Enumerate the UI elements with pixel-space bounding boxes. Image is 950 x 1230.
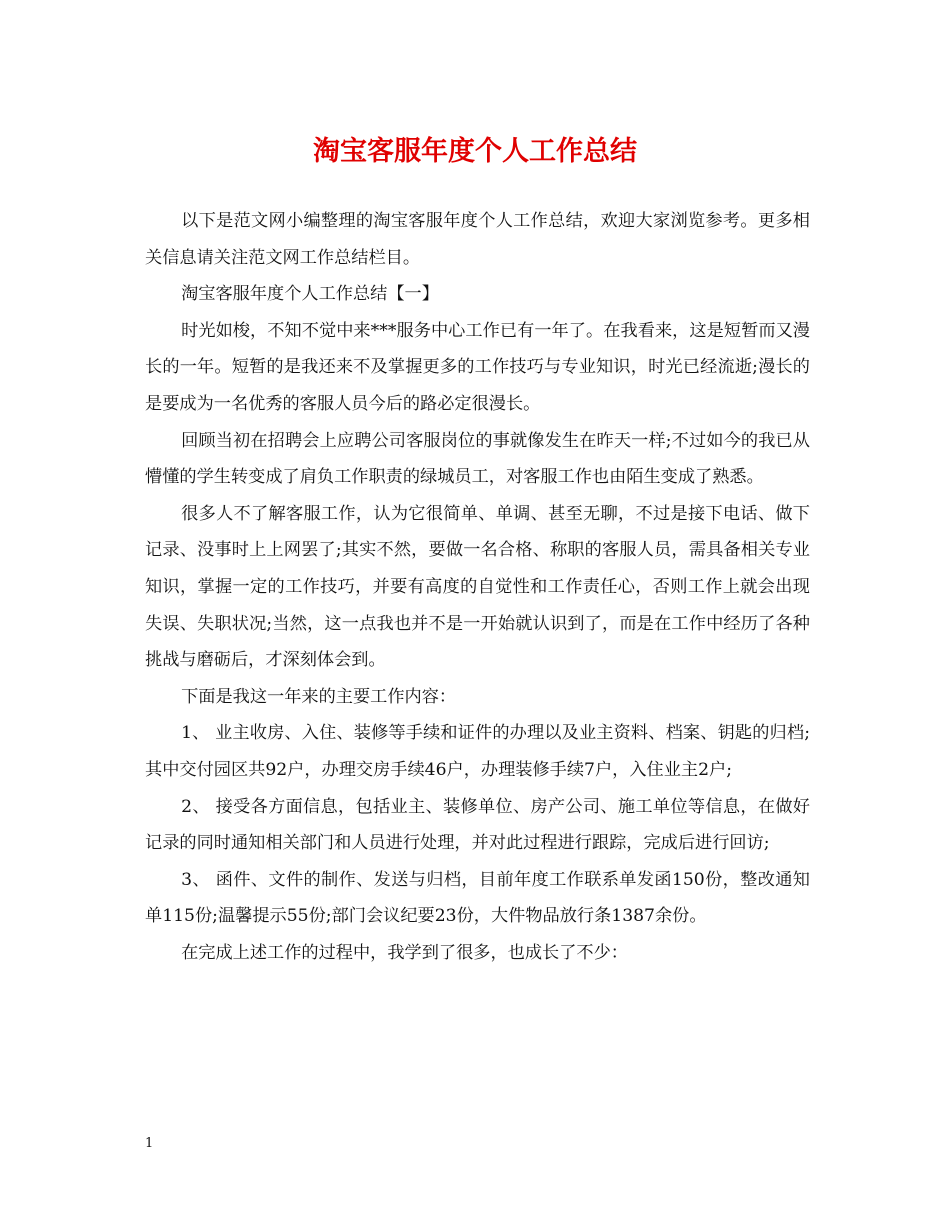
list-item: 1、 业主收房、入住、装修等手续和证件的办理以及业主资料、档案、钥匙的归档;其中交付园区共92户，办理交房手续46户，办理装修手续7户，入住业主2户; xyxy=(145,723,810,780)
section-heading: 淘宝客服年度个人工作总结【一】 xyxy=(181,284,439,305)
list-item: 3、 函件、文件的制作、发送与归档，目前年度工作联系单发函150份，整改通知单115份;温馨提示55份;部门会议纪要23份，大件物品放行条1387余份。 xyxy=(145,869,810,927)
paragraph: 下面是我这一年来的主要工作内容： xyxy=(181,686,457,707)
page-number: 1 xyxy=(145,1136,154,1151)
paragraph: 很多人不了解客服工作，认为它很简单、单调、甚至无聊，不过是接下电话、做下记录、没事时上上网罢了;其实不然，要做一名合格、称职的客服人员，需具备相关专业知识，掌握一定的工作技巧，并要有高度的自觉性和工作责任心，否则工作上就会出现失误、失职状况;当然，这一点我也并不是一开始就认识到了，而是在工作中经历了各种挑战与磨砺后，才深刻体会到。 xyxy=(145,503,810,671)
paragraph: 时光如梭，不知不觉中来***服务中心工作已有一年了。在我看来，这是短暂而又漫长的一年。短暂的是我还来不及掌握更多的工作技巧与专业知识，时光已经流逝;漫长的是要成为一名优秀的客服人员今后的路必定很漫长。 xyxy=(145,320,810,414)
paragraph: 回顾当初在招聘会上应聘公司客服岗位的事就像发生在昨天一样;不过如今的我已从懵懂的学生转变成了肩负工作职责的绿城员工，对客服工作也由陌生变成了熟悉。 xyxy=(145,430,810,488)
document-body xyxy=(145,203,810,971)
paragraph-intro: 以下是范文网小编整理的淘宝客服年度个人工作总结，欢迎大家浏览参考。更多相关信息请关注范文网工作总结栏目。 xyxy=(145,211,810,268)
document-title: 淘宝客服年度个人工作总结 xyxy=(313,136,637,167)
paragraph: 在完成上述工作的过程中，我学到了很多，也成长了不少： xyxy=(181,942,628,963)
list-item: 2、 接受各方面信息，包括业主、装修单位、房产公司、施工单位等信息，在做好记录的同时通知相关部门和人员进行处理，并对此过程进行跟踪，完成后进行回访; xyxy=(145,796,810,854)
